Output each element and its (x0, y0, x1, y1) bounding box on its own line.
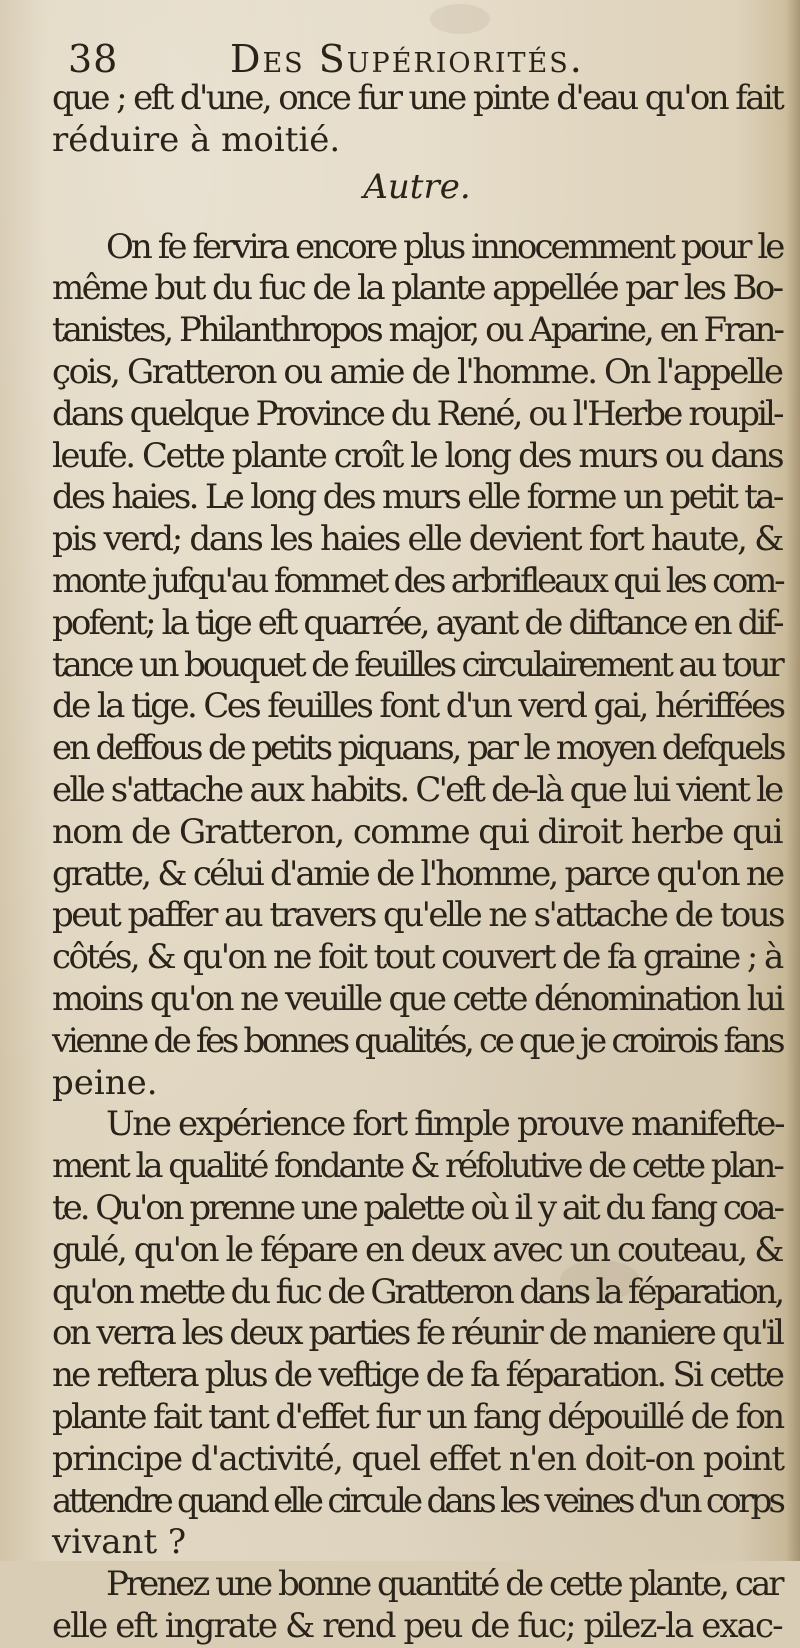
text-line: réduire à moitié. (52, 119, 341, 160)
text-line: leufe. Cette plante croît le long des murs ou dans (52, 435, 783, 476)
text-line: çois, Gratteron ou amie de l'homme. On l'appelle (52, 351, 782, 392)
text-line: nom de Gratteron, comme qui diroit herbe qui (52, 811, 782, 852)
text-line: pofent; la tige eft quarrée, ayant de diftance en dif- (52, 602, 782, 643)
text-line: monte jufqu'au fommet des arbrifleaux qui les com- (52, 560, 783, 601)
text-line: on verra les deux parties fe réunir de maniere qu'il (52, 1313, 782, 1354)
text-line: côtés, & qu'on ne foit tout couvert de fa graine ; à (52, 937, 782, 978)
text-line: moins qu'on ne veuille que cette dénomination lui (52, 978, 783, 1019)
text-line: que ; eft d'une, once fur une pinte d'eau qu'on fait (52, 78, 783, 118)
body-text (52, 78, 782, 1648)
text-line: ment la qualité fondante & réfolutive de cette plan- (52, 1146, 782, 1187)
text-line: pis verd; dans les haies elle devient fort haute, & (52, 519, 783, 560)
text-line: vienne de fes bonnes qualités, ce que je croirois fans (52, 1020, 783, 1061)
text-line: attendre quand elle circule dans les veines d'un corps (52, 1480, 783, 1521)
page-edge (786, 0, 800, 1561)
text-line: vivant ? (52, 1522, 187, 1563)
text-line: peine. (52, 1062, 158, 1103)
text-line: gratte, & célui d'amie de l'homme, parce qu'on ne (52, 853, 783, 894)
section-title: Autre. (363, 166, 471, 207)
text-line: On fe fervira encore plus innocemment pour le (106, 226, 783, 267)
text-line: des haies. Le long des murs elle forme un petit ta- (52, 477, 782, 518)
text-line: qu'on mette du fuc de Gratteron dans la féparation, (52, 1271, 782, 1312)
text-line: gulé, qu'on le fépare en deux avec un couteau, & (52, 1229, 783, 1270)
text-line: ne reftera plus de veftige de fa féparation. Si cette (52, 1355, 783, 1396)
text-line: elle eft ingrate & rend peu de fuc; pilez-la exac- (52, 1605, 782, 1646)
text-line: plante fait tant d'effet fur un fang dépouillé de fon (52, 1396, 783, 1437)
text-line: dans quelque Province du René, ou l'Herbe roupil- (52, 393, 782, 434)
page-header (68, 36, 768, 82)
text-line: Prenez une bonne quantité de cette plante, car (106, 1564, 782, 1605)
text-line: tance un bouquet de feuilles circulairement au tour (52, 644, 782, 685)
text-line: elle s'attache aux habits. C'eft de-là que lui vient le (52, 769, 782, 810)
text-line: en deffous de petits piquans, par le moyen defquels (52, 728, 784, 769)
text-line: de la tige. Ces feuilles font d'un verd gai, hériffées (52, 686, 784, 727)
page-number: 38 (68, 37, 119, 81)
text-line: peut paffer au travers qu'elle ne s'attache de tous (52, 895, 783, 936)
text-line: tanistes, Philanthropos major, ou Aparine, en Fran- (52, 310, 782, 351)
paper-stain (430, 4, 490, 34)
text-line: te. Qu'on prenne une palette où il y ait du fang coa- (52, 1187, 782, 1228)
running-title: Des Supériorités. (230, 37, 584, 81)
text-line: Une expérience fort fimple prouve manifefte- (106, 1104, 784, 1145)
text-line: même but du fuc de la plante appellée par les Bo- (52, 268, 782, 309)
text-line: principe d'activité, quel effet n'en doit-on point (52, 1438, 784, 1479)
